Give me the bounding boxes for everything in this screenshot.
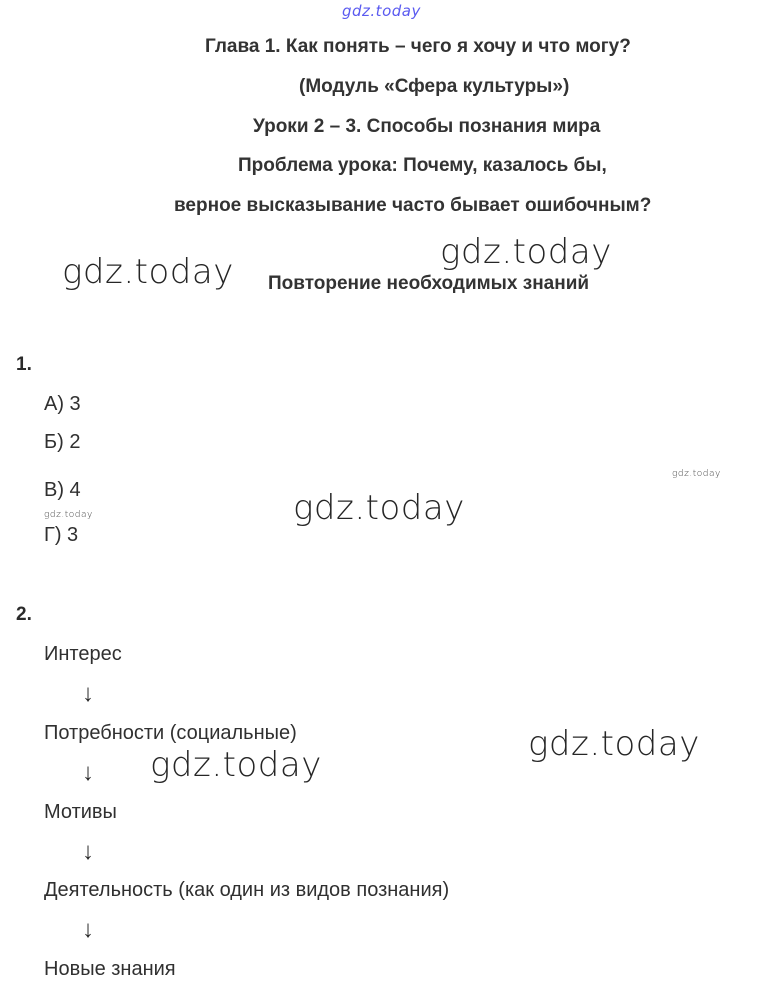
problem-line-1: Проблема урока: Почему, казалось бы, (238, 155, 607, 176)
chain-item-needs: Потребности (социальные) (44, 722, 297, 744)
task-1-number: 1. (16, 354, 32, 375)
chain-item-activity: Деятельность (как один из видов познания) (44, 879, 450, 901)
watermark: gdz.today (440, 232, 612, 272)
watermark-top: gdz.today (342, 2, 421, 20)
answer-a: А) 3 (44, 393, 81, 415)
arrow-down-icon: ↓ (82, 838, 94, 865)
watermark-small: gdz.today (44, 510, 93, 520)
chapter-title: Глава 1. Как понять – чего я хочу и что могу? (205, 36, 631, 57)
chain-item-motives: Мотивы (44, 801, 117, 823)
answer-g: Г) 3 (44, 524, 79, 546)
watermark: gdz.today (293, 488, 465, 528)
chain-item-new-knowledge: Новые знания (44, 958, 176, 980)
arrow-down-icon: ↓ (82, 759, 94, 786)
problem-line-2: верное высказывание часто бывает ошибочным? (174, 195, 652, 216)
section-title: Повторение необходимых знаний (268, 273, 590, 294)
answer-v: В) 4 (44, 479, 81, 501)
arrow-down-icon: ↓ (82, 680, 94, 707)
watermark: gdz.today (62, 252, 234, 292)
task-2-number: 2. (16, 604, 32, 625)
answer-b: Б) 2 (44, 431, 81, 453)
watermark: gdz.today (528, 724, 700, 764)
watermark-small: gdz.today (672, 469, 721, 479)
module-title: (Модуль «Сфера культуры») (299, 76, 570, 97)
lessons-title: Уроки 2 – 3. Способы познания мира (253, 116, 601, 137)
chain-item-interest: Интерес (44, 643, 122, 665)
watermark: gdz.today (150, 745, 322, 785)
arrow-down-icon: ↓ (82, 916, 94, 943)
